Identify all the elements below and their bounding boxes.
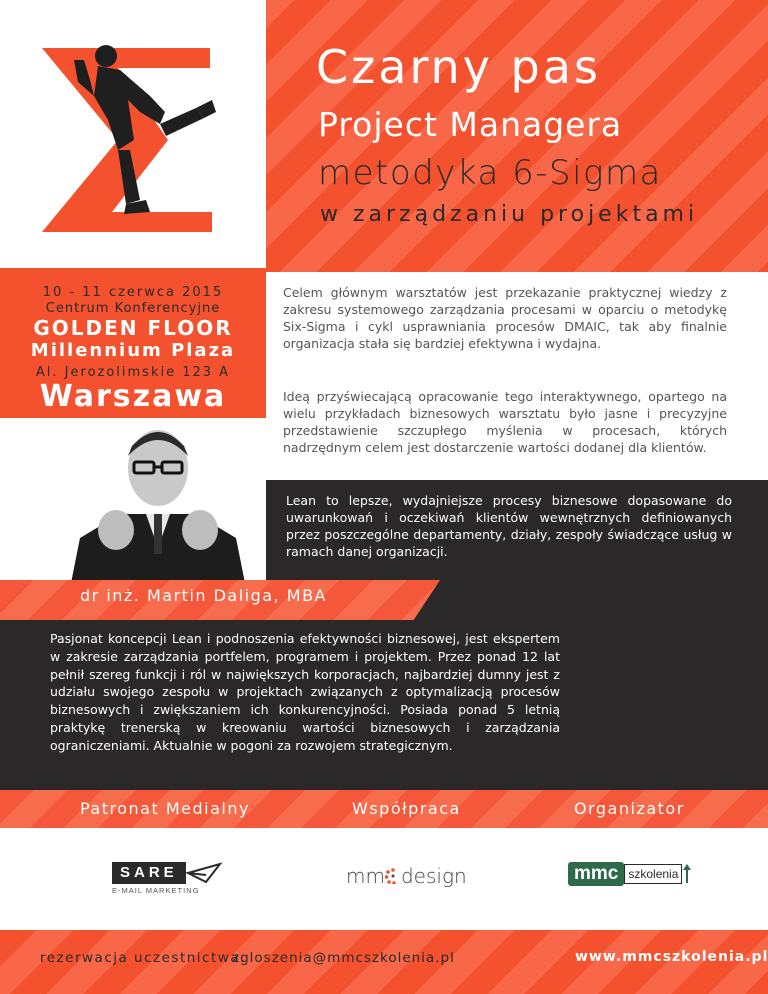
event-center: Centrum Konferencyjne <box>45 301 221 316</box>
sare-logo <box>112 862 222 895</box>
sigma-kick-logo <box>0 0 266 268</box>
speaker-bio: Pasjonat koncepcji Lean i podnoszenia efektywności biznesowej, jest ekspertem w zakresie zarządzania portfelem, programem i projektem. Przez ponad 12 lat pełnił szereg funkcji i ról w największych korporacjach, najbardziej dumny jest z udziału swojego zespołu w projektach związanych z optymalizacją procesów biznesowych i zwiększaniem ich konkurencyjności. Posiada ponad 5 letnią praktykę trenerską w kreowaniu wartości biznesowych i zarządzania ograniczeniami. Aktualnie w pogoni za rozwojem strategicznym. <box>50 631 560 753</box>
paper-plane-icon <box>186 862 222 884</box>
sigma-logo-tile <box>0 0 266 268</box>
mmc-org-name: mmc <box>568 862 624 886</box>
dots-c-icon <box>385 868 401 884</box>
speaker-photo <box>50 418 266 588</box>
event-address: Al. Jerozolimskie 123 A <box>35 365 231 380</box>
title-line-4: w zarządzaniu projektami <box>320 202 699 227</box>
lean-text: Lean to lepsze, wydajniejsze procesy biznesowe dopasowane do uwarunkowań i oczekiwań klientów wewnętrznych definiowanych przez poszczególne departamenty, działy, zespoły świadczące usług w ramach danej organizacji. <box>286 493 732 559</box>
event-venue-line-2: Millennium Plaza <box>30 340 236 361</box>
mmc-org-suffix: szkolenia <box>624 864 682 884</box>
mmc-szkolenia-logo <box>568 862 692 886</box>
title-line-1: Czarny pas <box>316 40 601 94</box>
event-info-box <box>0 268 266 418</box>
lean-box <box>266 480 768 580</box>
partner-logos <box>0 828 768 930</box>
reservation-label: rezerwacja uczestnictwa: <box>40 950 247 966</box>
website-link[interactable]: www.mmcszkolenia.pl <box>575 949 768 965</box>
sare-name: SARE <box>112 862 186 884</box>
title-line-2: Project Managera <box>318 105 623 144</box>
sare-tagline: E-MAIL MARKETING <box>112 886 200 895</box>
bio-box <box>0 620 768 790</box>
event-date: 10 - 11 czerwca 2015 <box>42 285 224 300</box>
event-city: Warszawa <box>39 379 227 414</box>
title-line-3: metodyka 6-Sigma <box>318 153 662 193</box>
mmc-design-logo <box>346 864 467 888</box>
media-patron-heading: Patronat Medialny <box>80 799 250 818</box>
speaker-name: dr inż. Martin Daliga, MBA <box>80 586 327 605</box>
organizer-heading: Organizator <box>574 799 685 818</box>
intro-paragraph-2: Ideą przyświecającą opracowanie tego interaktywnego, opartego na wielu przykładach biznesowych warsztatu było jasne i precyzyjne przedstawienie szczupłego myślenia w procesach, których nadrzędnym celem jest dostarczenie wartości dodanej dla klientów. <box>283 389 727 455</box>
event-venue-line-1: GOLDEN FLOOR <box>33 316 233 340</box>
cooperation-heading: Współpraca <box>352 799 461 818</box>
reservation-email-link[interactable]: zgloszenia@mmcszkolenia.pl <box>232 950 455 966</box>
arrow-up-icon <box>682 864 692 884</box>
mmc-design-part-1: mm <box>346 864 385 888</box>
mmc-design-part-2: design <box>400 864 467 888</box>
intro-paragraph-1: Celem głównym warsztatów jest przekazanie praktycznej wiedzy z zakresu systemowego zarządzania procesami w oparciu o metodykę Six-Sigma i cykl usprawniania procesów DMAIC, tak aby finalnie organizacja stała się bardziej efektywna i wydajna. <box>283 285 727 351</box>
